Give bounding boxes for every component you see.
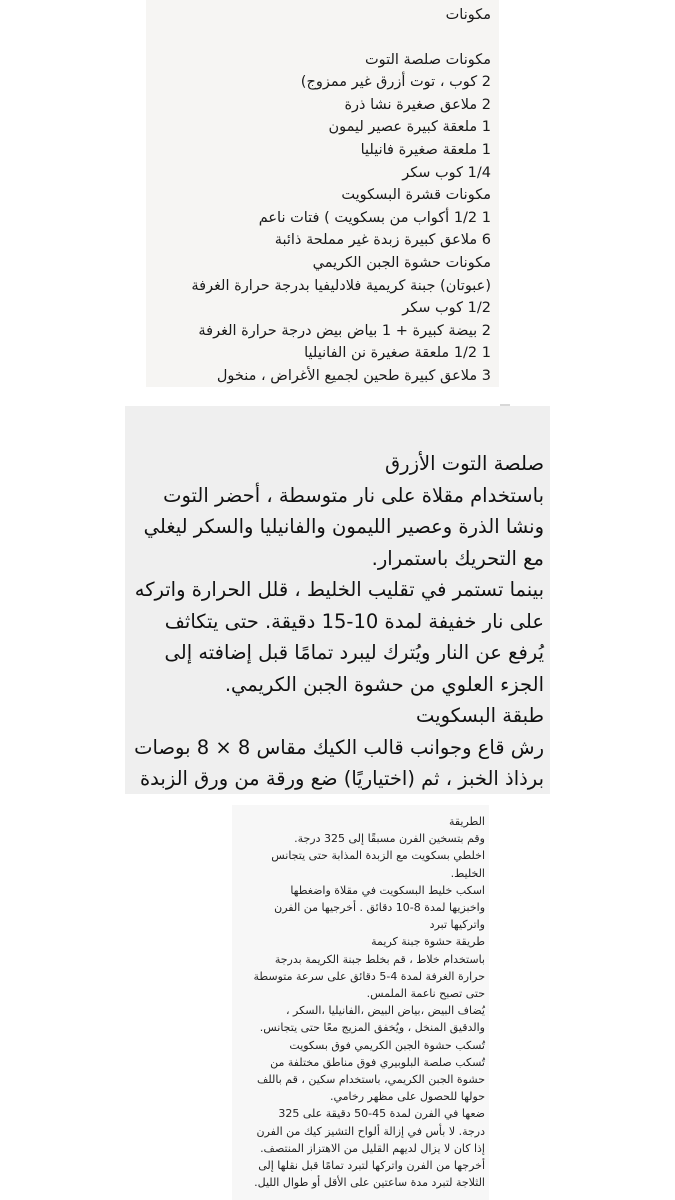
- method-line: الطريقة: [448, 815, 485, 828]
- method-line: باستخدام خلاط ، قم بخلط جبنة الكريمة بدرجة: [274, 952, 485, 966]
- ingredient-line: 1 1/2 ملعقة صغيرة نن الفانيليا: [304, 345, 491, 362]
- method-line: تُسكب صلصة البلوبيري فوق مناطق مختلفة من: [270, 1055, 485, 1069]
- sauce-line: الجزء العلوي من حشوة الجبن الكريمي.: [224, 672, 544, 696]
- sauce-line: برذاذ الخبز ، ثم (اختياريًا) ضع ورقة من ورق الزبدة: [139, 767, 544, 790]
- method-line: ضعها في الفرن لمدة 45-50 دقيقة على 325: [278, 1107, 485, 1121]
- method-line: الخليط.: [450, 866, 485, 880]
- ingredient-line: 2 بيضة كبيرة + 1 بياض بيض درجة حرارة الغرفة: [198, 322, 491, 339]
- method-line: الثلاجة لتبرد مدة ساعتين على الأقل أو طوال الليل.: [254, 1176, 485, 1190]
- method-line: والدقيق المنخل ، ويُخفق المزيج معًا حتى يتجانس.: [259, 1021, 485, 1035]
- method-line: إذا كان لا يزال لديهم القليل من الاهتزاز المنتصف.: [260, 1141, 485, 1155]
- method-line: حتى تصبح ناعمة الملمس.: [366, 987, 485, 1001]
- sauce-line: طبقة البسكويت: [416, 704, 544, 727]
- sauce-line: باستخدام مقلاة على نار متوسطة ، أحضر التوت: [163, 483, 544, 507]
- ingredient-line: مكونات حشوة الجبن الكريمي: [312, 254, 491, 271]
- ingredient-line: (عبوتان) جبنة كريمية فلادليفيا بدرجة حرارة الغرفة: [191, 277, 491, 294]
- method-line: واتركيها تبرد: [429, 918, 485, 932]
- ingredient-line: 1/2 كوب سكر: [402, 300, 491, 317]
- method-line: حولها للحصول على مظهر رخامي.: [330, 1090, 485, 1104]
- ingredient-line: 1 ملعقة صغيرة فانيليا: [360, 141, 491, 158]
- ingredient-line: 2 كوب ، توت أزرق غير ممزوج): [300, 74, 491, 91]
- method-line: تُسكب حشوة الجبن الكريمي فوق بسكويت: [289, 1038, 485, 1052]
- sauce-instructions: [133, 448, 544, 794]
- method-line: واخبزيها لمدة 8-10 دقائق . أخرجيها من الفرن: [274, 901, 485, 915]
- ingredient-line: مكونات صلصة التوت: [364, 51, 491, 68]
- ingredients-title: مكونات: [445, 7, 491, 23]
- sauce-line: على نار خفيفة لمدة 10-15 دقيقة. حتى يتكاثف: [164, 609, 544, 633]
- method-card: [232, 805, 489, 1200]
- ingredient-line: 1 ملعقة كبيرة عصير ليمون: [328, 119, 491, 136]
- sauce-line: رش قاع وجوانب قالب الكيك مقاس 8 × 8 بوصات: [134, 735, 544, 759]
- method-instructions: [238, 813, 485, 1191]
- ingredient-line: 1 1/2 أكواب من بسكويت ) فتات ناعم: [258, 209, 491, 226]
- method-line: اسكب خليط البسكويت في مقلاة واضغطها: [290, 883, 485, 897]
- ingredient-line: 6 ملاعق كبيرة زبدة غير مملحة ذائبة: [274, 232, 491, 249]
- sauce-line: يُرفع عن النار ويُترك ليبرد تمامًا قبل إضافته إلى: [164, 641, 544, 664]
- sauce-line: ونشا الذرة وعصير الليمون والفانيليا والسكر ليغلي: [143, 515, 544, 538]
- ingredient-line: 1/4 كوب سكر: [402, 164, 491, 181]
- method-line: درجة. لا بأس في إزالة ألواح التشيز كيك من الفرن: [256, 1124, 485, 1138]
- ingredients-list: [156, 49, 491, 387]
- method-line: أخرجها من الفرن واتركها لتبرد تمامًا قبل نقلها إلى: [258, 1159, 485, 1173]
- sauce-line: مع التحريك باستمرار.: [371, 546, 544, 570]
- spacer: [156, 27, 491, 49]
- method-line: حرارة الغرفة لمدة 4-5 دقائق على سرعة متوسطة: [253, 969, 485, 983]
- ingredient-line: مكونات قشرة البسكويت: [341, 187, 491, 204]
- method-line: طريقة حشوة جبنة كريمة: [371, 935, 485, 949]
- method-line: يُضاف البيض ،بياض البيض ،الفانيليا ،السكر ،: [286, 1004, 485, 1018]
- ingredient-line: 2 ملاعق صغيرة نشا ذرة: [344, 96, 491, 113]
- sauce-line: بينما تستمر في تقليب الخليط ، قلل الحرارة واتركه: [134, 578, 544, 601]
- sauce-line: صلصة التوت الأزرق: [385, 452, 544, 475]
- method-line: وقم بتسخين الفرن مسبقًا إلى 325 درجة.: [294, 832, 485, 846]
- sauce-card: [125, 406, 550, 794]
- ingredients-card: [146, 0, 499, 387]
- ingredient-line: 3 ملاعق كبيرة طحين لجميع الأغراض ، منخول: [216, 367, 491, 384]
- method-line: حشوة الجبن الكريمي، باستخدام سكين ، قم باللف: [256, 1073, 485, 1087]
- method-line: اخلطي بسكويت مع الزبدة المذابة حتى يتجانس: [271, 849, 485, 863]
